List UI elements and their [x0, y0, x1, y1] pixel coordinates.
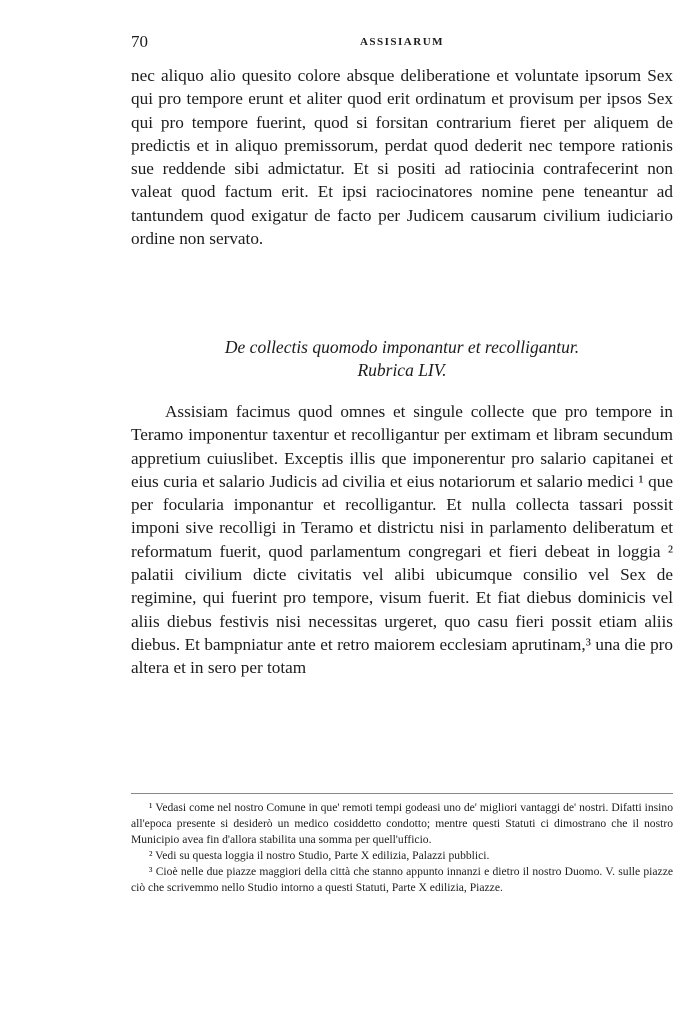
rubric-heading: [131, 336, 673, 382]
footnote-2: ² Vedi su questa loggia il nostro Studio, Parte X edilizia, Palazzi pubblici.: [149, 849, 490, 862]
footnote-1: ¹ Vedasi come nel nostro Comune in que' remoti tempi godeasi uno de' migliori vantaggi de' nostri. Difatti insino all'epoca presente si desiderò un medico cosiddetto condotto; mentre questi Statuti ci dimostrano che il nostro Municipio avea fin d'allora stabilita una somma per quell'ufficio.: [131, 801, 673, 846]
page-number: 70: [131, 32, 148, 51]
footnote-separator: [131, 793, 673, 794]
body-paragraph-2: Assisiam facimus quod omnes et singule collecte que pro tempore in Teramo imponentur taxentur et recolligantur per extimam et libram secundum appretium cuiuslibet. Exceptis illis que imponerentur pro salario capitanei et eius curia et salario Judicis ad civilia et eius notariorum et salario medici ¹ que per focularia imponantur et recolligantur. Et nulla collecta tassari possit imponi sive recolligi in Teramo et districtu nisi in parlamento deliberatum et reformatum fuerit, quod parlamentum congregari et fieri debeat in loggia ² palatii civilium dicte civitatis vel alibi ubicumque consilio vel Sex de regimine, qui fuerint pro tempore, visum fuerit. Et fiat diebus dominicis vel aliis diebus festivis nisi necessitas urgeret, quo casu fieri possit etiam aliis diebus. Et bampniatur ante et retro maiorem ecclesiam aprutinam,³ una die pro altera et in sero per totam: [131, 402, 673, 678]
page-header: [131, 30, 673, 54]
footnote-3: ³ Cioè nelle due piazze maggiori della città che stanno appunto innanzi e dietro il nostro Duomo. V. sulle piazze ciò che scrivemmo nello Studio intorno a questi Statuti, Parte X edilizia, Piazze.: [131, 865, 673, 894]
body-paragraph-1: nec aliquo alio quesito colore absque deliberatione et voluntate ipsorum Sex qui pro tempore erunt et aliter quod erit ordinatum et provisum per ipsos Sex qui pro tempore fuerint, quod si forsitan contrarium fieret per aliquem de predictis et in aliquo premissorum, perdat quod dederit nec tempore rationis sue reddende sibi admictatur. Et si positi ad ratiocinia contrafecerint non valeat quod factum erit. Et ipsi raciocinatores nomine pene teneantur ad tantundem quod exigatur de facto per Judicem causarum civilium iudiciario ordine non servato.: [131, 66, 673, 249]
rubric-number: Rubrica LIV.: [357, 360, 447, 380]
footnotes: [131, 800, 673, 896]
running-head: ASSISIARUM: [359, 36, 445, 48]
rubric-title: De collectis quomodo imponantur et recolligantur.: [224, 337, 580, 357]
